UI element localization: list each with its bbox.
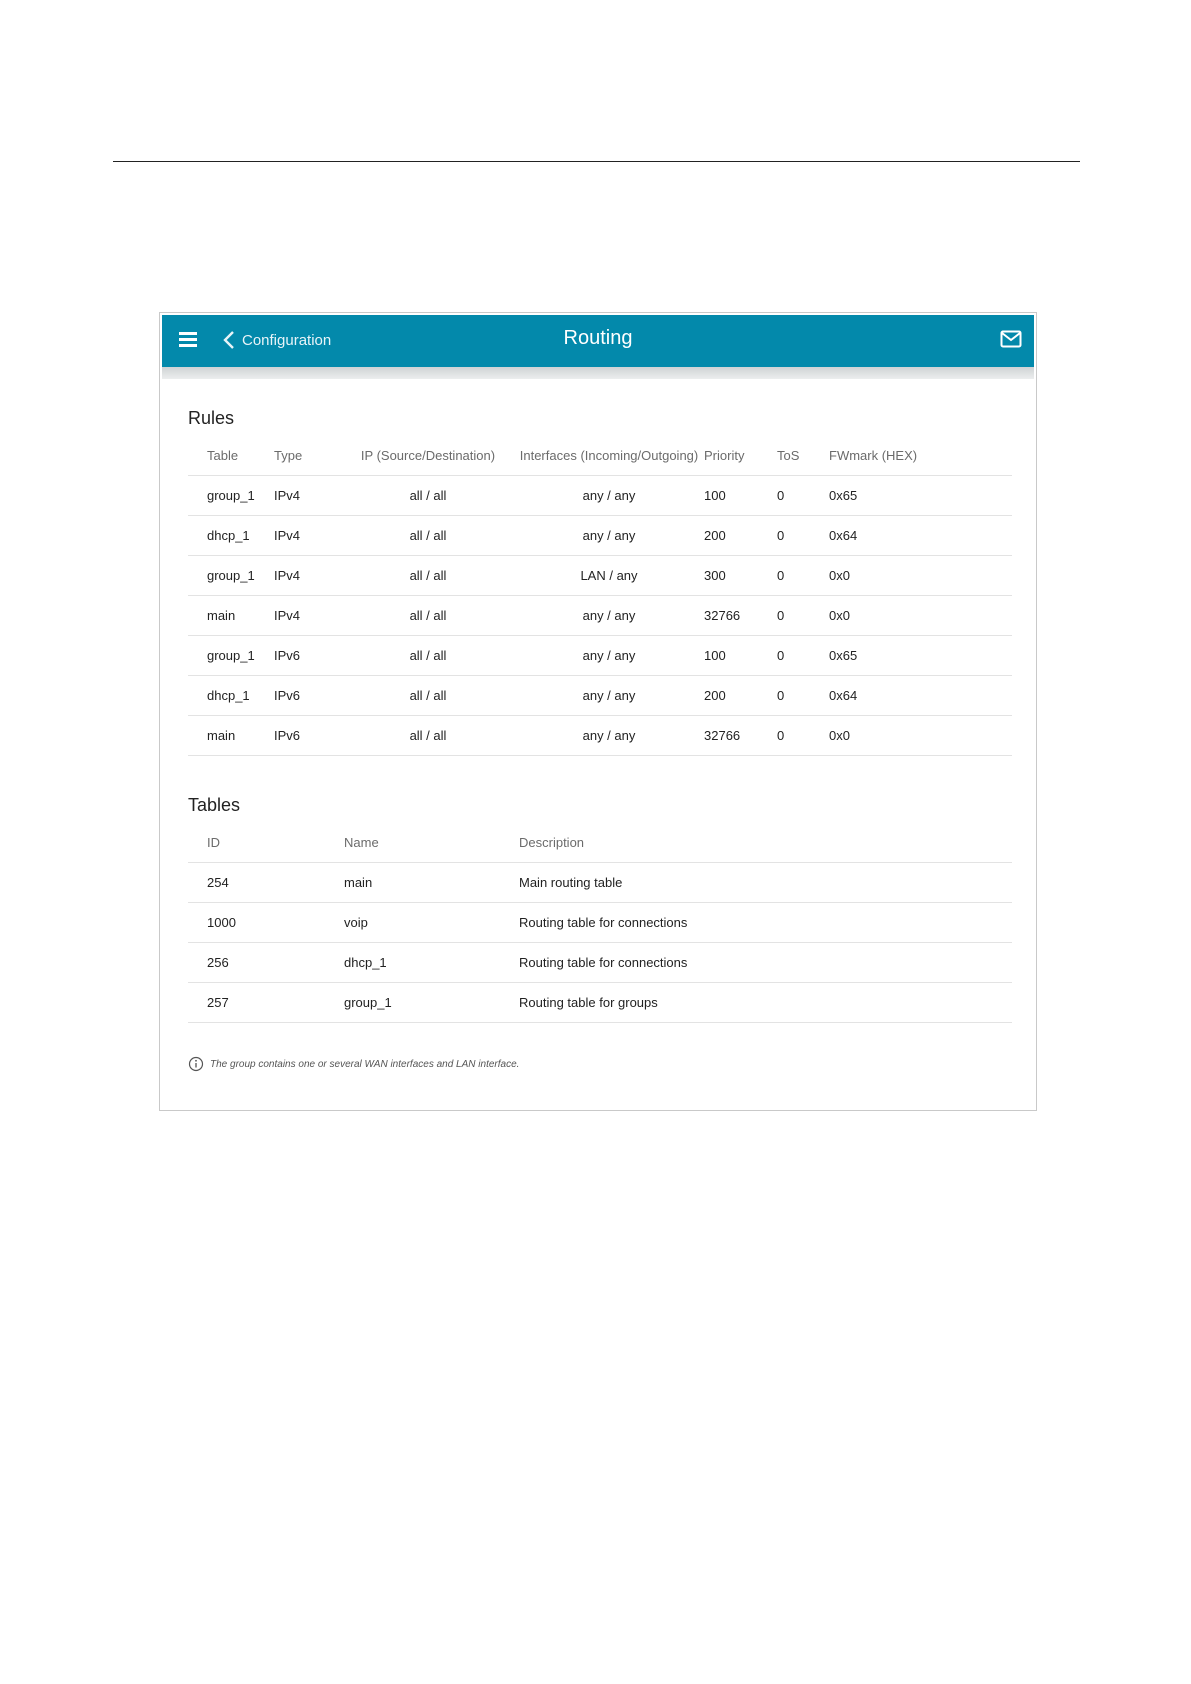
table-cell: IPv6 xyxy=(274,716,342,756)
table-cell: 254 xyxy=(188,863,344,903)
back-label: Configuration xyxy=(242,331,332,349)
header-shadow xyxy=(162,367,1034,379)
table-cell: dhcp_1 xyxy=(344,943,519,983)
table-row[interactable] xyxy=(188,943,1012,983)
table-cell: any / any xyxy=(514,516,704,556)
table-row[interactable] xyxy=(188,516,1012,556)
column-header: Type xyxy=(274,435,342,476)
table-cell: IPv4 xyxy=(274,516,342,556)
table-cell: IPv6 xyxy=(274,636,342,676)
table-cell: dhcp_1 xyxy=(188,516,274,556)
table-row[interactable] xyxy=(188,983,1012,1023)
table-cell: 0x0 xyxy=(829,716,1012,756)
table-cell: group_1 xyxy=(188,476,274,516)
table-cell: 0 xyxy=(777,556,829,596)
column-header: FWmark (HEX) xyxy=(829,435,1012,476)
table-cell: 0x64 xyxy=(829,516,1012,556)
table-cell: 100 xyxy=(704,636,777,676)
table-cell: voip xyxy=(344,903,519,943)
table-cell: 257 xyxy=(188,983,344,1023)
mail-icon[interactable] xyxy=(1000,330,1022,348)
column-header: ID xyxy=(188,822,344,863)
table-cell: main xyxy=(344,863,519,903)
table-cell: any / any xyxy=(514,596,704,636)
table-cell: group_1 xyxy=(188,636,274,676)
table-cell: 0x0 xyxy=(829,556,1012,596)
page-top-rule xyxy=(113,161,1080,162)
table-cell: all / all xyxy=(342,636,514,676)
column-header: ToS xyxy=(777,435,829,476)
table-cell: group_1 xyxy=(344,983,519,1023)
table-row[interactable] xyxy=(188,863,1012,903)
header-bar xyxy=(162,315,1034,367)
table-row[interactable] xyxy=(188,636,1012,676)
table-cell: 0x65 xyxy=(829,476,1012,516)
rules-header-row xyxy=(188,435,1012,476)
tables-table xyxy=(188,822,1012,1023)
table-cell: any / any xyxy=(514,476,704,516)
table-cell: 0 xyxy=(777,716,829,756)
table-cell: 300 xyxy=(704,556,777,596)
table-cell: Routing table for connections xyxy=(519,943,1012,983)
column-header: Interfaces (Incoming/Outgoing) xyxy=(514,435,704,476)
table-cell: IPv4 xyxy=(274,476,342,516)
column-header: Description xyxy=(519,822,1012,863)
column-header: IP (Source/Destination) xyxy=(342,435,514,476)
table-cell: Routing table for groups xyxy=(519,983,1012,1023)
table-cell: 0x64 xyxy=(829,676,1012,716)
table-cell: IPv6 xyxy=(274,676,342,716)
table-cell: 0 xyxy=(777,596,829,636)
column-header: Table xyxy=(188,435,274,476)
table-cell: 0 xyxy=(777,636,829,676)
group-note xyxy=(188,1056,519,1072)
table-cell: 200 xyxy=(704,516,777,556)
table-cell: 0 xyxy=(777,676,829,716)
column-header: Name xyxy=(344,822,519,863)
table-cell: all / all xyxy=(342,556,514,596)
page-title: Routing xyxy=(563,327,633,349)
table-cell: group_1 xyxy=(188,556,274,596)
table-cell: 32766 xyxy=(704,596,777,636)
table-cell: Main routing table xyxy=(519,863,1012,903)
column-header: Priority xyxy=(704,435,777,476)
rules-table xyxy=(188,435,1012,756)
table-cell: 0 xyxy=(777,516,829,556)
table-cell: Routing table for connections xyxy=(519,903,1012,943)
table-row[interactable] xyxy=(188,596,1012,636)
table-cell: 100 xyxy=(704,476,777,516)
table-cell: 0x0 xyxy=(829,596,1012,636)
table-cell: main xyxy=(188,716,274,756)
table-cell: all / all xyxy=(342,476,514,516)
table-cell: IPv4 xyxy=(274,596,342,636)
table-cell: 0 xyxy=(777,476,829,516)
table-cell: LAN / any xyxy=(514,556,704,596)
table-cell: 32766 xyxy=(704,716,777,756)
info-icon xyxy=(188,1056,204,1072)
table-cell: 0x65 xyxy=(829,636,1012,676)
table-cell: all / all xyxy=(342,676,514,716)
table-cell: 256 xyxy=(188,943,344,983)
table-row[interactable] xyxy=(188,476,1012,516)
table-cell: IPv4 xyxy=(274,556,342,596)
routing-window xyxy=(159,312,1037,1111)
table-cell: 200 xyxy=(704,676,777,716)
table-cell: dhcp_1 xyxy=(188,676,274,716)
table-row[interactable] xyxy=(188,716,1012,756)
table-cell: any / any xyxy=(514,716,704,756)
table-row[interactable] xyxy=(188,556,1012,596)
table-row[interactable] xyxy=(188,676,1012,716)
table-cell: all / all xyxy=(342,516,514,556)
table-cell: all / all xyxy=(342,716,514,756)
note-text: The group contains one or several WAN interfaces and LAN interface. xyxy=(210,1058,520,1070)
tables-section-title: Tables xyxy=(188,795,241,815)
table-cell: any / any xyxy=(514,676,704,716)
table-cell: all / all xyxy=(342,596,514,636)
table-cell: 1000 xyxy=(188,903,344,943)
tables-header-row xyxy=(188,822,1012,863)
table-row[interactable] xyxy=(188,903,1012,943)
table-cell: any / any xyxy=(514,636,704,676)
table-cell: main xyxy=(188,596,274,636)
rules-section-title: Rules xyxy=(188,408,235,428)
